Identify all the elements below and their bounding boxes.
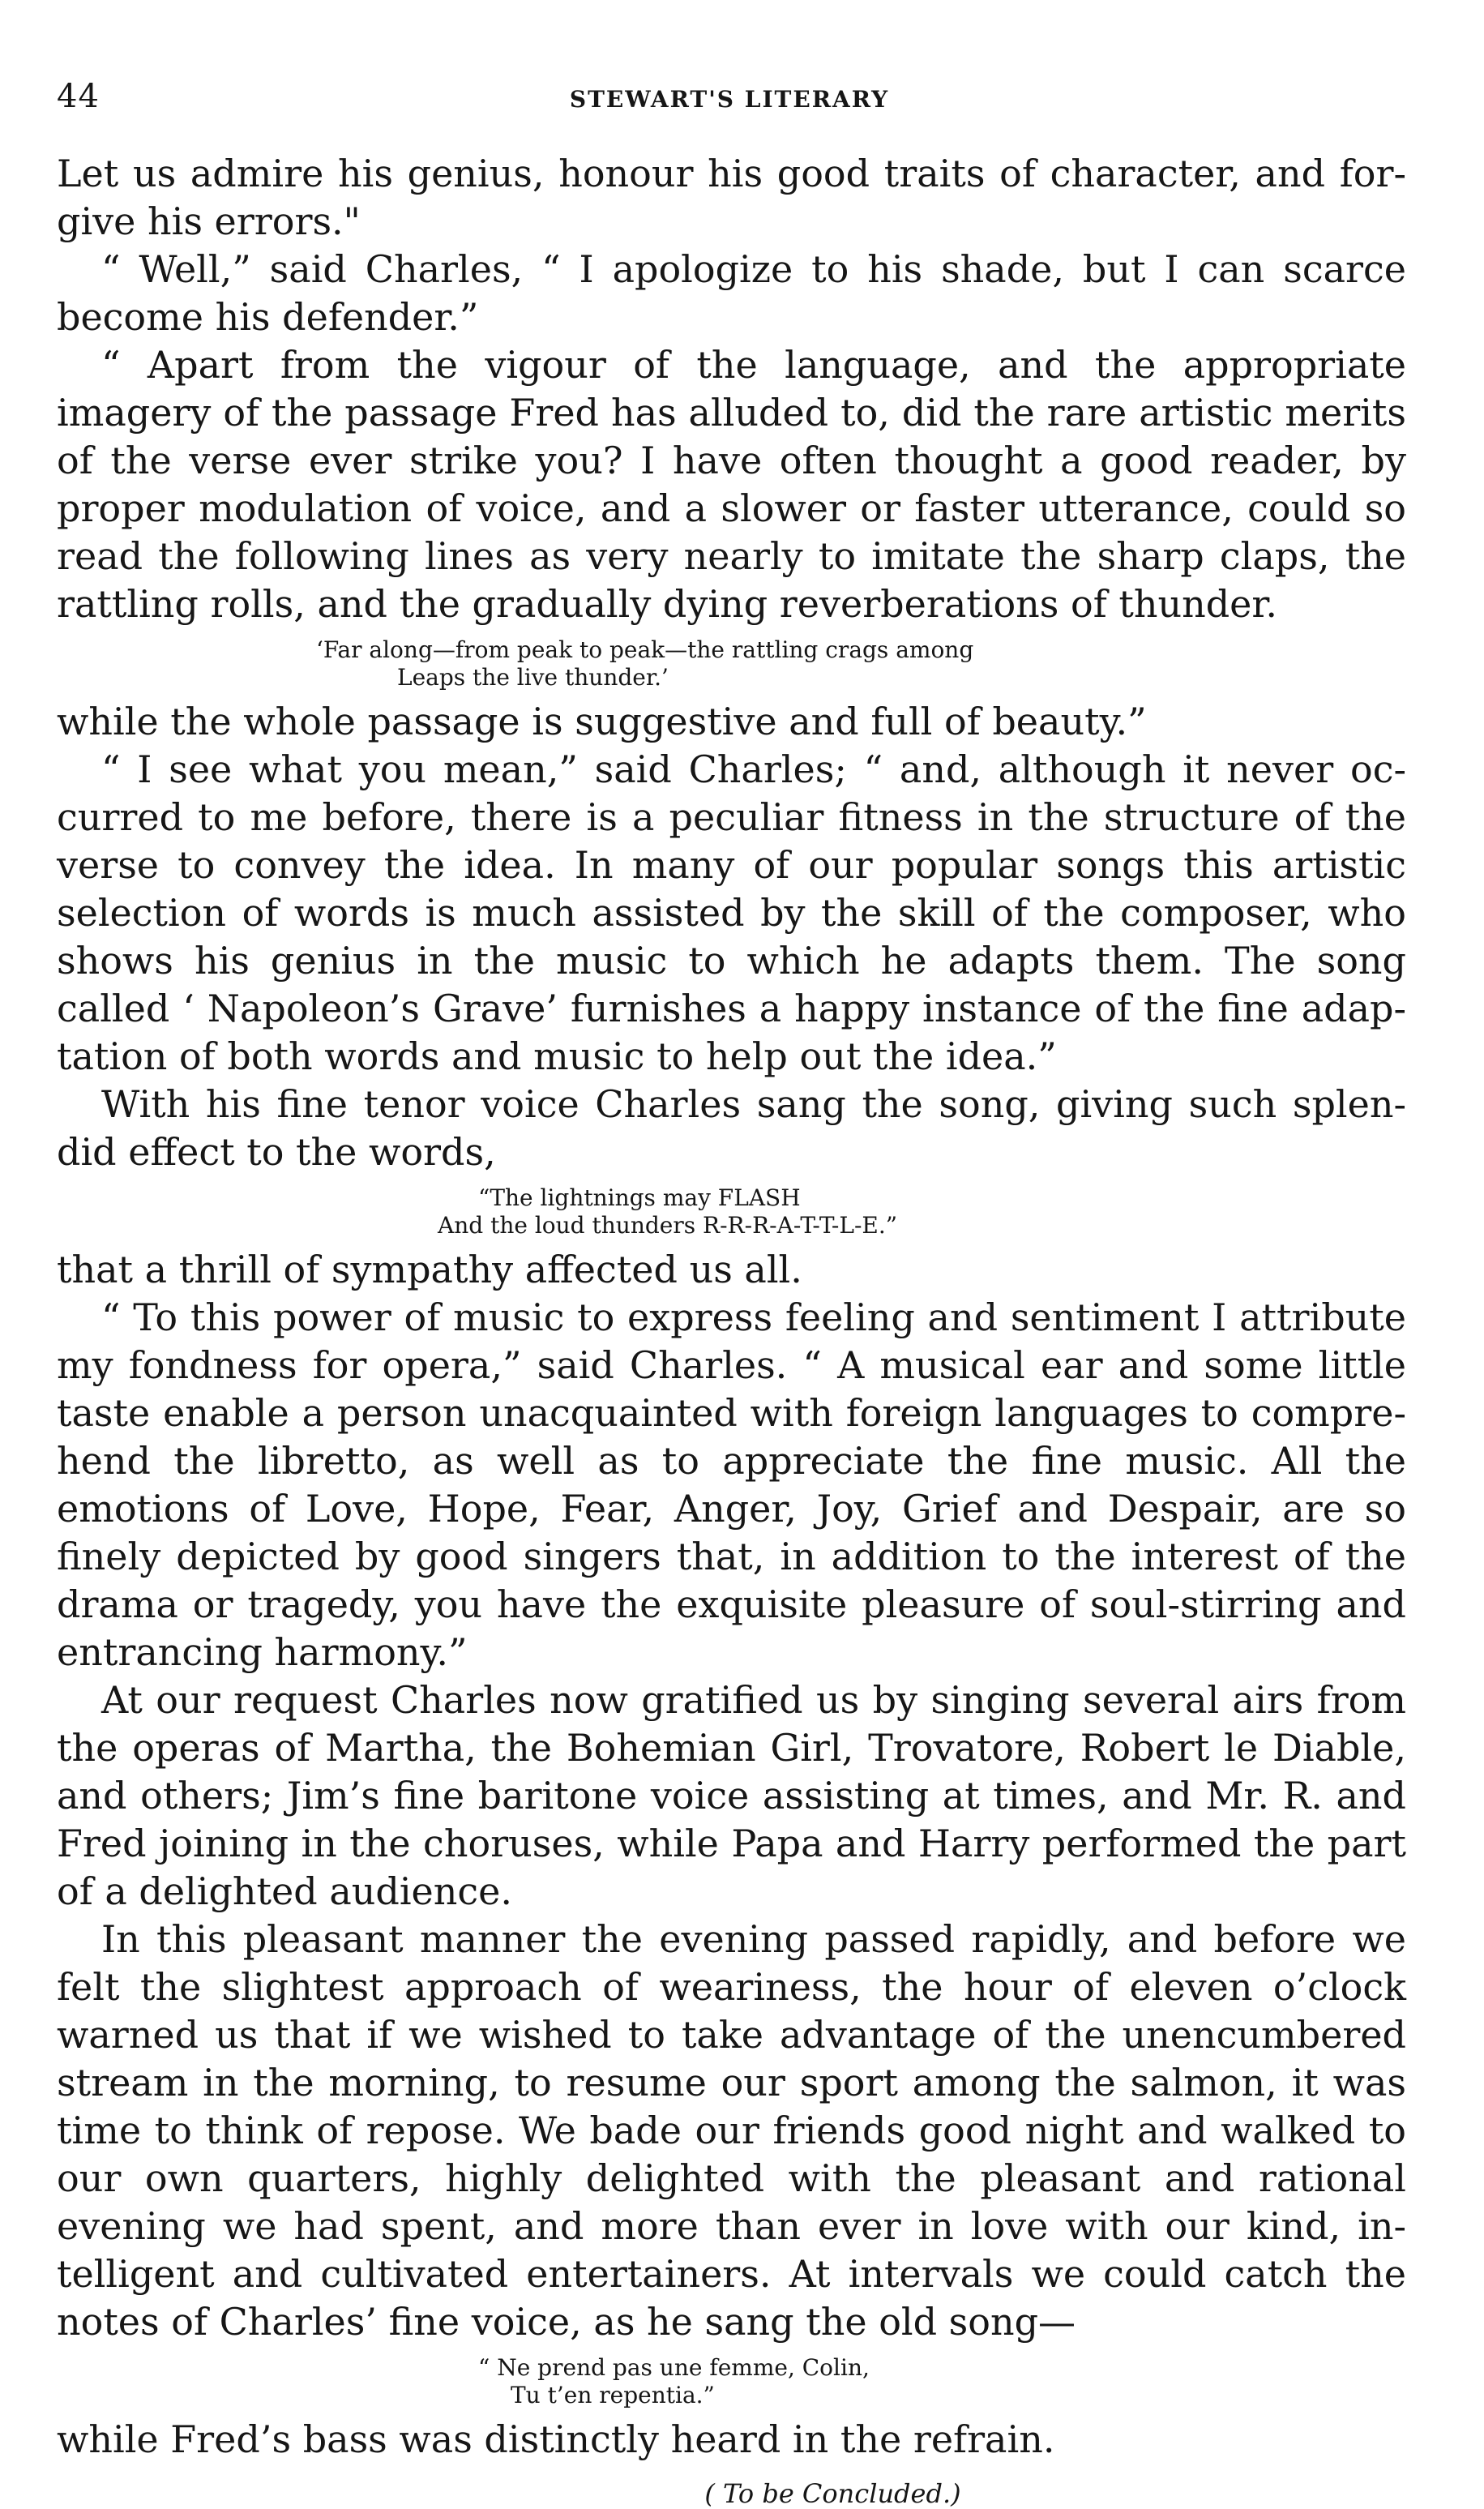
to-be-concluded-note: ( To be Concluded.) — [704, 2478, 961, 2509]
paragraph: With his fine tenor voice Charles sang the song, giving such splen-did effect to the words, — [57, 1082, 1406, 1174]
body-text — [57, 150, 1406, 2509]
verse-quote-thunder — [57, 636, 1406, 691]
page-header — [57, 78, 1402, 126]
verse-line: “ Ne prend pas une femme, Colin, — [478, 2354, 870, 2381]
verse-line: Leaps the live thunder.’ — [397, 664, 669, 691]
paragraph: that a thrill of sympathy affected us all. — [57, 1248, 802, 1291]
verse-line: And the loud thunders R-R-R-A-T-T-L-E.” — [438, 1212, 898, 1239]
paragraph: “ To this power of music to express feeling and sentiment I attribute my fondness for opera,” said Charles. “ A musical ear and some little taste enable a person unacquainted with foreign languages to compre-hend the libretto, as well as to appreciate the fine music. All the emotions of Love, Hope, Fear, Anger, Joy, Grief and Despair, are so finely depicted by good singers that, in addition to the interest of the drama or tragedy, you have the exquisite pleasure of soul-stirring and entrancing harmony.” — [57, 1295, 1406, 1674]
paragraph: “ Well,” said Charles, “ I apologize to his shade, but I can scarce become his defender.” — [57, 247, 1406, 339]
paragraph: In this pleasant manner the evening passed rapidly, and before we felt the slightest approach of weariness, the hour of eleven o’clock warned us that if we wished to take advantage of the unencumbered stream in the morning, to resume our sport among the salmon, it was time to think of repose. We bade our friends good night and walked to our own quarters, highly delighted with the pleasant and rational evening we had spent, and more than ever in love with our kind, in-telligent and cultivated entertainers. At intervals we could catch the notes of Charles’ fine voice, as he sang the old song— — [57, 1917, 1406, 2344]
paragraph: while Fred’s bass was distinctly heard in the refrain. — [57, 2417, 1055, 2461]
paragraph: Let us admire his genius, honour his good traits of character, and for-give his errors." — [57, 152, 1406, 243]
verse-line: Tu t’en repentia.” — [511, 2382, 715, 2408]
paragraph: “ I see what you mean,” said Charles; “ and, although it never oc-curred to me before, there is a peculiar fitness in the structure of the verse to convey the idea. In many of our popular songs this artistic selection of words is much assisted by the skill of the composer, who shows his genius in the music to which he adapts them. The song called ‘ Napoleon’s Grave’ furnishes a happy instance of the fine adap-tation of both words and music to help out the idea.” — [57, 747, 1406, 1078]
verse-line: “The lightnings may FLASH — [478, 1184, 801, 1211]
verse-line: ‘Far along—from peak to peak—the rattling crags among — [316, 636, 974, 663]
paragraph: At our request Charles now gratified us by singing several airs from the operas of Martha, the Bohemian Girl, Trovatore, Robert le Diable, and others; Jim’s fine baritone voice assisting at times, and Mr. R. and Fred joining in the choruses, while Papa and Harry performed the part of a delighted audience. — [57, 1678, 1406, 1913]
verse-quote-lightnings — [57, 1184, 1406, 1240]
page-number: 44 — [57, 78, 100, 115]
running-head: STEWART'S LITERARY — [569, 86, 890, 113]
paragraph: “ Apart from the vigour of the language, and the appropriate imagery of the passage Fred has alluded to, did the rare artistic merits of the verse ever strike you? I have often thought a good reader, by proper modulation of voice, and a slower or faster utterance, could so read the following lines as very nearly to imitate the sharp claps, the rattling rolls, and the gradually dying reverberations of thunder. — [57, 343, 1406, 626]
paragraph: while the whole passage is suggestive and full of beauty.” — [57, 700, 1147, 743]
verse-quote-colin — [57, 2354, 1406, 2409]
